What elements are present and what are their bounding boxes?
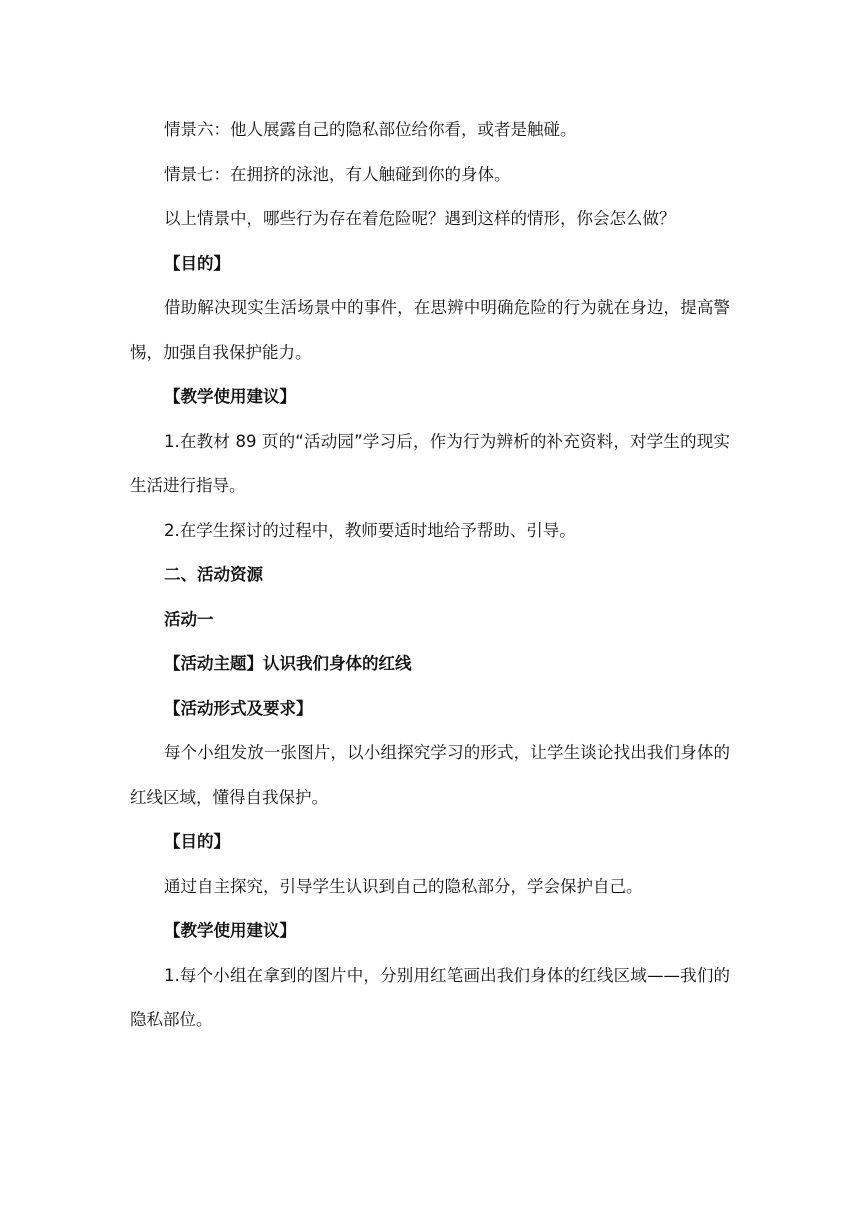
teaching-suggestion-heading: 【教学使用建议】 [164, 387, 296, 406]
activity-one-heading: 活动一 [164, 609, 214, 629]
teaching-suggestion-2: 2.在学生探讨的过程中，教师要适时地给予帮助、引导。 [164, 520, 576, 540]
scenario-question: 以上情景中，哪些行为存在着危险呢？遇到这样的情形，你会怎么做？ [164, 209, 676, 228]
scenario-seven: 情景七：在拥挤的泳池，有人触碰到你的身体。 [164, 164, 511, 184]
teaching-suggestion-1: 1.在教材 89 页的“活动园”学习后，作为行为辨析的补充资料，对学生的现实生活进行指导。 [130, 431, 730, 495]
teaching-suggestion-heading-2: 【教学使用建议】 [164, 921, 296, 940]
scenario-six: 情景六：他人展露自己的隐私部位给你看，或者是触碰。 [164, 120, 577, 139]
activity-form-text: 每个小组发放一张图片，以小组探究学习的形式，让学生谈论找出我们身体的红线区域，懂得自我保护。 [130, 743, 730, 807]
purpose-text: 借助解决现实生活场景中的事件，在思辨中明确危险的行为就在身边，提高警惕，加强自我保护能力。 [130, 298, 730, 362]
purpose-text-2: 通过自主探究，引导学生认识到自己的隐私部分，学会保护自己。 [164, 876, 643, 896]
teaching-suggestion-3: 1.每个小组在拿到的图片中，分别用红笔画出我们身体的红线区域——我们的隐私部位。 [130, 965, 730, 1029]
section-heading-activity-resources: 二、活动资源 [164, 565, 263, 584]
activity-theme: 【活动主题】认识我们身体的红线 [164, 654, 412, 673]
activity-form-heading: 【活动形式及要求】 [164, 698, 313, 718]
purpose-heading: 【目的】 [164, 253, 230, 273]
purpose-heading-2: 【目的】 [164, 832, 230, 851]
document-body [130, 108, 730, 1043]
